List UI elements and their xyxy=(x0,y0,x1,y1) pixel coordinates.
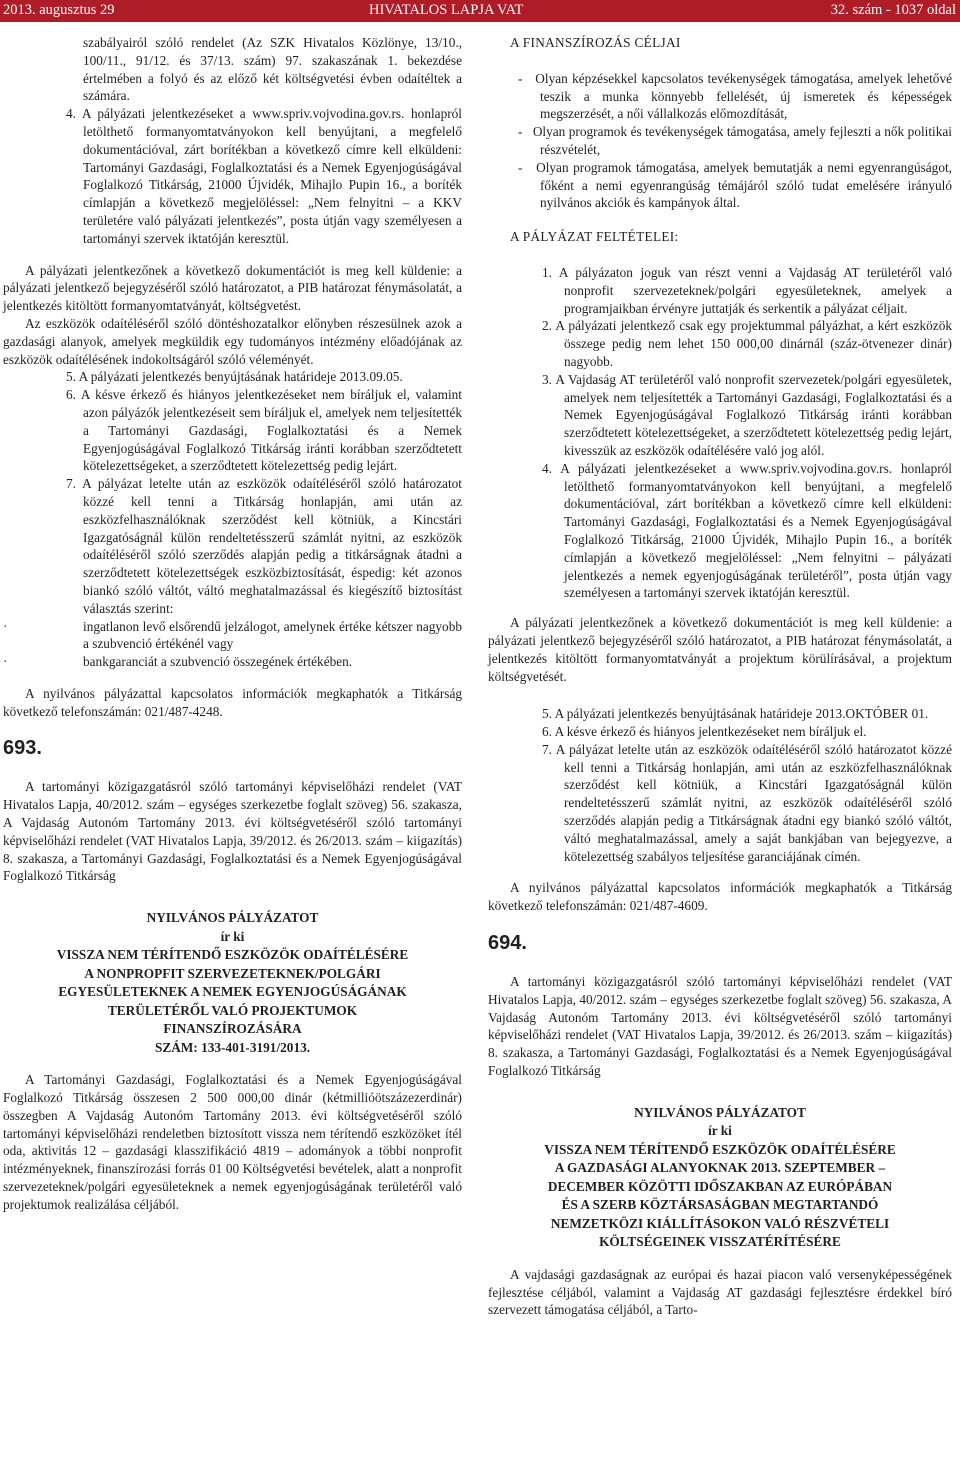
condition-number: 5. xyxy=(542,706,552,722)
title-line: NYILVÁNOS PÁLYÁZATOT xyxy=(634,1104,806,1120)
condition-text: A Vajdaság AT területéről való nonprofit szervezetek/polgári egyesületek, amelyek nem teljesítették a Tartományi Gazdasági, Foglalkoztatási és a Nemek Egyenjogúságával Foglalkozó Titkárság iránti korábban szerződtetett kötelezettségeket, a szerződtetett kötelezettség pedig lejárt, kivesszük az eszközök odaítélésére való jog alól. xyxy=(555,371,953,458)
condition-text: A pályázati jelentkezéseket a www.spriv.vojvodina.gov.rs. honlapról letölthető formanyomtatványokon kell benyújtani, a megfelelő dokumentációval, zárt borítékban a következő címre kell elküldeni: Tartományi Gazdasági, Foglalkoztatási és a Nemek Egyenjogúságával Foglalkozó Titkárság, 21000 Újvidék, Mihajlo Pupin 16., a boríték címlapján a következő megjelöléssel: „Nem felnyitni – pályázati jelentkezés a nemek egyenjogúságának területéről”, posta útján vagy személyesen a tartományi szervek iktatóján keresztül. xyxy=(560,460,952,601)
announcement-title xyxy=(3,909,462,1057)
decision-paragraph: Az eszközök odaítéléséről szóló döntéshozatalkor előnyben részesülnek azok a gazdasági alanyok, amelyek megküldik egy tudományos intézmény előadójának az eszközök odaítélésének indokoltságáról szóló véleményét. xyxy=(3,315,462,367)
condition-item xyxy=(542,705,952,723)
legal-basis-paragraph: A tartományi közigazgatásról szóló tartományi képviselőházi rendelet (VAT Hivatalos Lapja, 40/2012. szám – egységes szerkezetbe foglalt szöveg) 56. szakasza, A Vajdaság Autonóm Tartomány 2013. évi költségvetéséről szóló tartományi képviselőházi rendelet (VAT Hivatalos Lapja, 39/2012. és 26/2013. szám – kiigazítás) 8. szakasza, a Tartományi Gazdasági, Foglalkoztatási és a Nemek Egyenjogúságával Foglalkozó Titkárság xyxy=(488,974,952,1079)
title-line: DECEMBER KÖZÖTTI IDŐSZAKBAN AZ EURÓPÁBAN xyxy=(547,1178,893,1194)
title-line: TERÜLETÉRŐL VALÓ PROJEKTUMOK xyxy=(107,1002,358,1018)
decree-number: 693. xyxy=(3,737,42,760)
header-date: 2013. augusztus 29 xyxy=(3,2,115,18)
title-line: ír ki xyxy=(708,1123,732,1139)
condition-item xyxy=(542,460,952,602)
condition-text: A pályázaton joguk van részt venni a Vajdaság AT területéről való nonprofit szervezeteknek/polgári egyesületeknek, amelyek a programjaikban érvényre juttatják és serkentik a pályázat céljait. xyxy=(558,264,952,316)
condition-text: A késve érkező és hiányos jelentkezéseket nem bíráljuk el. xyxy=(554,724,867,740)
bullet-item xyxy=(3,653,462,671)
right-column xyxy=(488,34,952,1319)
condition-number: 6. xyxy=(542,724,552,740)
goals-heading: A FINANSZÍROZÁS CÉLJAI xyxy=(510,35,681,50)
title-line: VISSZA NEM TÉRÍTENDŐ ESZKÖZÖK ODAÍTÉLÉSÉRE xyxy=(56,947,409,963)
title-line: ír ki xyxy=(220,928,245,944)
condition-number: 2. xyxy=(542,318,552,334)
goal-item xyxy=(518,70,952,123)
bullet-text: bankgaranciát a szubvenció összegének értékében. xyxy=(83,654,353,670)
goal-item xyxy=(518,159,952,212)
goal-text: Olyan programok támogatása, amelyek bemutatják a nemi egyenrangúságot, főként a nemi egyenrangúság témájáról szóló tudat emelésére irányuló nyilvános akciók és kampányok által. xyxy=(536,159,952,211)
condition-text: A pályázat letelte után az eszközök odaítéléséről szóló határozatot közzé kell tenni a Titkárság honlapján, ami után az eszközfelhasználóknak szerződést kell kötniük, a Kincstári Igazgatóságnál külön rendeltetésszerű számlát nyitni, az eszközök odaítéléséről szóló szerződés alapján pedig a Titkárságnak átadni egy biankó szóló váltót, váltó meghatalmazással, amely a saját bankjában van bejegyezve, a kötelezettség szabályos teljesítése garanciájának címén. xyxy=(555,741,952,864)
goal-item xyxy=(518,123,952,159)
title-line: SZÁM: 133-401-3191/2013. xyxy=(154,1039,311,1055)
goal-text: Olyan képzésekkel kapcsolatos tevékenységek támogatása, amelyek lehetővé teszik a munka könnyebb fellelését, új ismeretek és képességek megszerzését, a női vállalkozás előmozdítását, xyxy=(535,70,952,122)
bullet-item xyxy=(3,618,462,654)
condition-number: 1. xyxy=(542,264,552,280)
contact-paragraph: A nyilvános pályázattal kapcsolatos információk megkaphatók a Titkárság következő telefonszámán: 021/487-4248. xyxy=(3,685,462,719)
title-line: NEMZETKÖZI KIÁLLÍTÁSOKON VALÓ RÉSZVÉTELI xyxy=(550,1215,890,1231)
item-4: 4. A pályázati jelentkezéseket a www.spriv.vojvodina.gov.rs. honlapról letölthető formanyomtatványokon kell benyújtani, a megfelelő dokumentációval, zárt borítékban a következő címre kell elküldeni: Tartományi Gazdasági, Foglalkoztatási és a Nemek Egyenjogúságával Foglalkozó Titkárság, 21000 Újvidék, Mihajlo Pupin 16., a boríték címlapján a következő megjelöléssel: „Nem felnyitni – a KKV területére való pályázati jelentkezés”, posta útján vagy személyesen a tartományi szervek iktatóján keresztül. xyxy=(66,106,462,246)
decree-number: 694. xyxy=(488,932,527,955)
page-header xyxy=(0,0,960,22)
goal-text: Olyan programok és tevékenységek támogatása, amely fejleszti a nők politikai részvételét, xyxy=(532,124,952,157)
dash-marker: - xyxy=(518,70,523,86)
condition-number: 3. xyxy=(542,371,552,387)
title-line: A GAZDASÁGI ALANYOKNAK 2013. SZEPTEMBER – xyxy=(554,1160,886,1176)
condition-item xyxy=(542,371,953,460)
dash-marker: - xyxy=(518,124,523,140)
body-paragraph: A Tartományi Gazdasági, Foglalkoztatási és a Nemek Egyenjogúságával Foglalkozó Titkárság összesen 2 500 000,00 dinár (kétmillióötszázezerdinár) összegben A Vajdaság Autonóm Tartomány 2013. évi költségvetéséről szóló tartományi képviselőházi rendeletben biztosított vissza nem térítendő eszközöket ítél oda, aktivitás 12 – gazdasági klasszifikáció 4819 – adományok a többi nonprofit intézményeknek, finanszírozási forrás 01 00 Költségvetési bevételek, alatt a nonprofit szervezeteknek/polgári egyesületeknek a nemek egyenjogúságának területéről való projektumok realizálása céljából. xyxy=(3,1072,462,1212)
header-journal: HIVATALOS LAPJA VAT xyxy=(369,2,524,18)
left-column xyxy=(3,34,462,1214)
condition-item xyxy=(542,264,952,317)
documents-paragraph: A pályázati jelentkezőnek a következő dokumentációt is meg kell küldenie: a pályázati jelentkező bejegyzéséről szóló határozatot, a PIB határozat fénymásolatát, a jelentkezés kitöltött formanyomtatványát a projektum körülírásával, a projektum költségvetését. xyxy=(488,615,952,684)
legal-basis-paragraph: A tartományi közigazgatásról szóló tartományi képviselőházi rendelet (VAT Hivatalos Lapja, 40/2012. szám – egységes szerkezetbe foglalt szöveg) 56. szakasza, A Vajdaság Autonóm Tartomány 2013. évi költségvetéséről szóló tartományi képviselőházi rendelet (VAT Hivatalos Lapja, 39/2012. és 26/2013. szám – kiigazítás) 8. szakasza, a Tartományi Gazdasági, Foglalkoztatási és a Nemek Egyenjogúságával Foglalkozó Titkárság xyxy=(3,779,462,884)
body-paragraph: A vajdasági gazdaságnak az európai és hazai piacon való versenyképességének fejlesztése céljából, valamint a Vajdaság AT gazdasági fejlesztésre érdekkel bíró szervezett támogatása céljából, a Tarto- xyxy=(488,1266,952,1318)
header-page: 32. szám - 1037 oldal xyxy=(830,2,956,18)
condition-number: 4. xyxy=(542,460,552,476)
title-line: NYILVÁNOS PÁLYÁZATOT xyxy=(146,910,319,926)
conditions-heading: A PÁLYÁZAT FELTÉTELEI: xyxy=(510,229,679,245)
item-7: 7. A pályázat letelte után az eszközök odaítéléséről szóló határozatot közzé kell tenni a Titkárság honlapján, ami után az eszközfelhasználóknak szerződést kell kötniük, a Kincstári Igazgatóságnál külön rendeltetésszerű számlát nyitni, az eszközök odaítéléséről szóló szerződés alapján pedig a titkárságnak átadni a szerződtetett kötelezettségek eszközbiztosítását, éspedig: két azonos biankó szóló váltót, váltó meghatalmazással és kiegészítő biztosítást választás szerint: xyxy=(66,476,462,616)
condition-item xyxy=(542,317,952,370)
intro-paragraph: szabályairól szóló rendelet (Az SZK Hivatalos Közlönye, 13/10., 100/11., 91/12. és 37/13. szám) 97. szakaszának 1. bekezdése értelmében a folyó és az előző két költségvetési évben odaítéltek a számára. xyxy=(83,35,462,104)
title-line: FINANSZÍROZÁSÁRA xyxy=(163,1021,302,1037)
title-line: VISSZA NEM TÉRÍTENDŐ ESZKÖZÖK ODAÍTÉLÉSÉRE xyxy=(544,1141,896,1157)
contact-paragraph: A nyilvános pályázattal kapcsolatos információk megkaphatók a Titkárság következő telefonszámán: 021/487-4609. xyxy=(488,880,952,914)
title-line: A NONPROPFIT SZERVEZETEKNEK/POLGÁRI xyxy=(84,965,381,981)
condition-text: A pályázati jelentkezés benyújtásának határideje 2013.OKTÓBER 01. xyxy=(554,706,929,722)
condition-number: 7. xyxy=(542,741,552,757)
documents-paragraph: A pályázati jelentkezőnek a következő dokumentációt is meg kell küldenie: a pályázati jelentkező bejegyzéséről szóló határozatot, a PIB határozat fénymásolatát, a jelentkezés kitöltött formanyomtatványát, költségvetést. xyxy=(3,262,462,314)
dash-marker: - xyxy=(518,159,523,175)
condition-text: A pályázati jelentkező csak egy projektummal pályázhat, a kért eszközök összege pedig nem lehet 150 000,00 dinárnál (száz-ötvenezer dinár) nagyobb. xyxy=(555,318,952,369)
title-line: ÉS A SZERB KÖZTÁRSASÁGBAN MEGTARTANDÓ xyxy=(561,1197,879,1213)
title-line: EGYESÜLETEKNEK A NEMEK EGYENJOGÚSÁGÁNAK xyxy=(58,984,407,1000)
announcement-title xyxy=(488,1104,952,1252)
item-5: 5. A pályázati jelentkezés benyújtásának határideje 2013.09.05. xyxy=(66,369,403,385)
bullet-marker: · xyxy=(3,654,8,670)
condition-item xyxy=(542,723,952,741)
condition-item xyxy=(542,741,952,866)
bullet-marker: · xyxy=(3,618,8,634)
title-line: KÖLTSÉGEINEK VISSZATÉRÍTÉSÉRE xyxy=(599,1234,841,1250)
bullet-text: ingatlanon levő elsőrendű jelzálogot, amelynek értéke kétszer nagyobb a szubvenció értékénél vagy xyxy=(83,618,462,652)
item-6: 6. A késve érkező és hiányos jelentkezéseket nem bíráljuk el, valamint azon pályázók jelentkezéseit sem bíráljuk el, amelyek nem teljesítették a Tartományi Gazdasági, Foglalkoztatási és a Nemek Egyenjogúságával Foglalkozó Titkárság iránti korábban szerződtetett kötelezettségeket, a szerződtetett kötelezettség pedig lejárt. xyxy=(66,387,462,474)
